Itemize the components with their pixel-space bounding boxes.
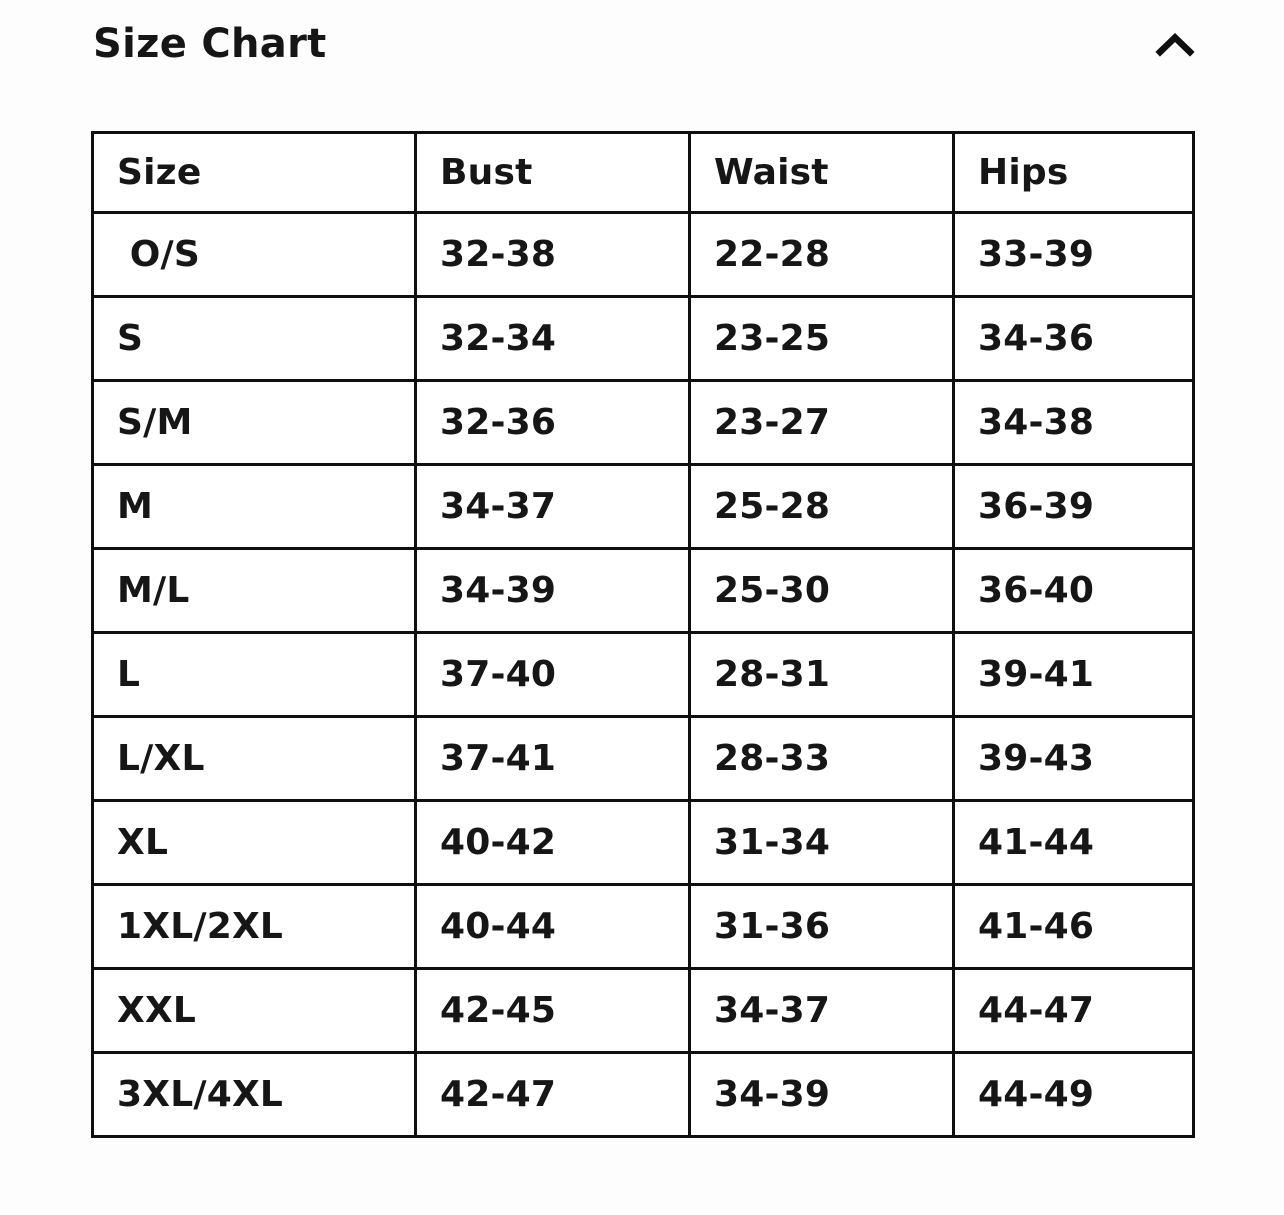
table-row xyxy=(93,885,1194,969)
size-cell: M xyxy=(93,465,416,549)
size-cell: XL xyxy=(93,801,416,885)
measurement-cell: 40-44 xyxy=(416,885,690,969)
size-cell: XXL xyxy=(93,969,416,1053)
table-row xyxy=(93,1053,1194,1137)
measurement-cell: 34-38 xyxy=(954,381,1194,465)
size-cell: M/L xyxy=(93,549,416,633)
table-row xyxy=(93,465,1194,549)
measurement-cell: 44-47 xyxy=(954,969,1194,1053)
table-row xyxy=(93,297,1194,381)
table-row xyxy=(93,213,1194,297)
size-cell: L xyxy=(93,633,416,717)
measurement-cell: 34-39 xyxy=(690,1053,954,1137)
table-header-row xyxy=(93,133,1194,213)
measurement-cell: 32-34 xyxy=(416,297,690,381)
measurement-cell: 34-39 xyxy=(416,549,690,633)
measurement-cell: 37-40 xyxy=(416,633,690,717)
measurement-cell: 23-27 xyxy=(690,381,954,465)
measurement-cell: 25-28 xyxy=(690,465,954,549)
measurement-cell: 31-36 xyxy=(690,885,954,969)
measurement-cell: 41-46 xyxy=(954,885,1194,969)
measurement-cell: 31-34 xyxy=(690,801,954,885)
size-cell: O/S xyxy=(93,213,416,297)
table-row xyxy=(93,549,1194,633)
measurement-cell: 41-44 xyxy=(954,801,1194,885)
chevron-up-icon[interactable] xyxy=(1154,30,1196,58)
measurement-cell: 39-41 xyxy=(954,633,1194,717)
size-chart-table xyxy=(91,131,1195,1138)
measurement-cell: 22-28 xyxy=(690,213,954,297)
table-row xyxy=(93,381,1194,465)
measurement-cell: 40-42 xyxy=(416,801,690,885)
size-cell: 3XL/4XL xyxy=(93,1053,416,1137)
size-chart-body xyxy=(93,213,1194,1137)
table-row xyxy=(93,717,1194,801)
measurement-cell: 32-38 xyxy=(416,213,690,297)
measurement-cell: 34-37 xyxy=(416,465,690,549)
size-cell: 1XL/2XL xyxy=(93,885,416,969)
measurement-cell: 32-36 xyxy=(416,381,690,465)
measurement-cell: 33-39 xyxy=(954,213,1194,297)
measurement-cell: 39-43 xyxy=(954,717,1194,801)
measurement-cell: 36-40 xyxy=(954,549,1194,633)
size-cell: L/XL xyxy=(93,717,416,801)
column-header-waist: Waist xyxy=(690,133,954,213)
measurement-cell: 42-45 xyxy=(416,969,690,1053)
measurement-cell: 36-39 xyxy=(954,465,1194,549)
measurement-cell: 28-33 xyxy=(690,717,954,801)
measurement-cell: 42-47 xyxy=(416,1053,690,1137)
measurement-cell: 23-25 xyxy=(690,297,954,381)
measurement-cell: 34-37 xyxy=(690,969,954,1053)
column-header-size: Size xyxy=(93,133,416,213)
table-row xyxy=(93,633,1194,717)
measurement-cell: 37-41 xyxy=(416,717,690,801)
column-header-bust: Bust xyxy=(416,133,690,213)
size-cell: S xyxy=(93,297,416,381)
column-header-hips: Hips xyxy=(954,133,1194,213)
measurement-cell: 28-31 xyxy=(690,633,954,717)
measurement-cell: 34-36 xyxy=(954,297,1194,381)
table-row xyxy=(93,801,1194,885)
measurement-cell: 25-30 xyxy=(690,549,954,633)
measurement-cell: 44-49 xyxy=(954,1053,1194,1137)
size-chart-accordion-header[interactable] xyxy=(93,18,1196,70)
section-title: Size Chart xyxy=(93,21,327,67)
size-cell: S/M xyxy=(93,381,416,465)
table-row xyxy=(93,969,1194,1053)
